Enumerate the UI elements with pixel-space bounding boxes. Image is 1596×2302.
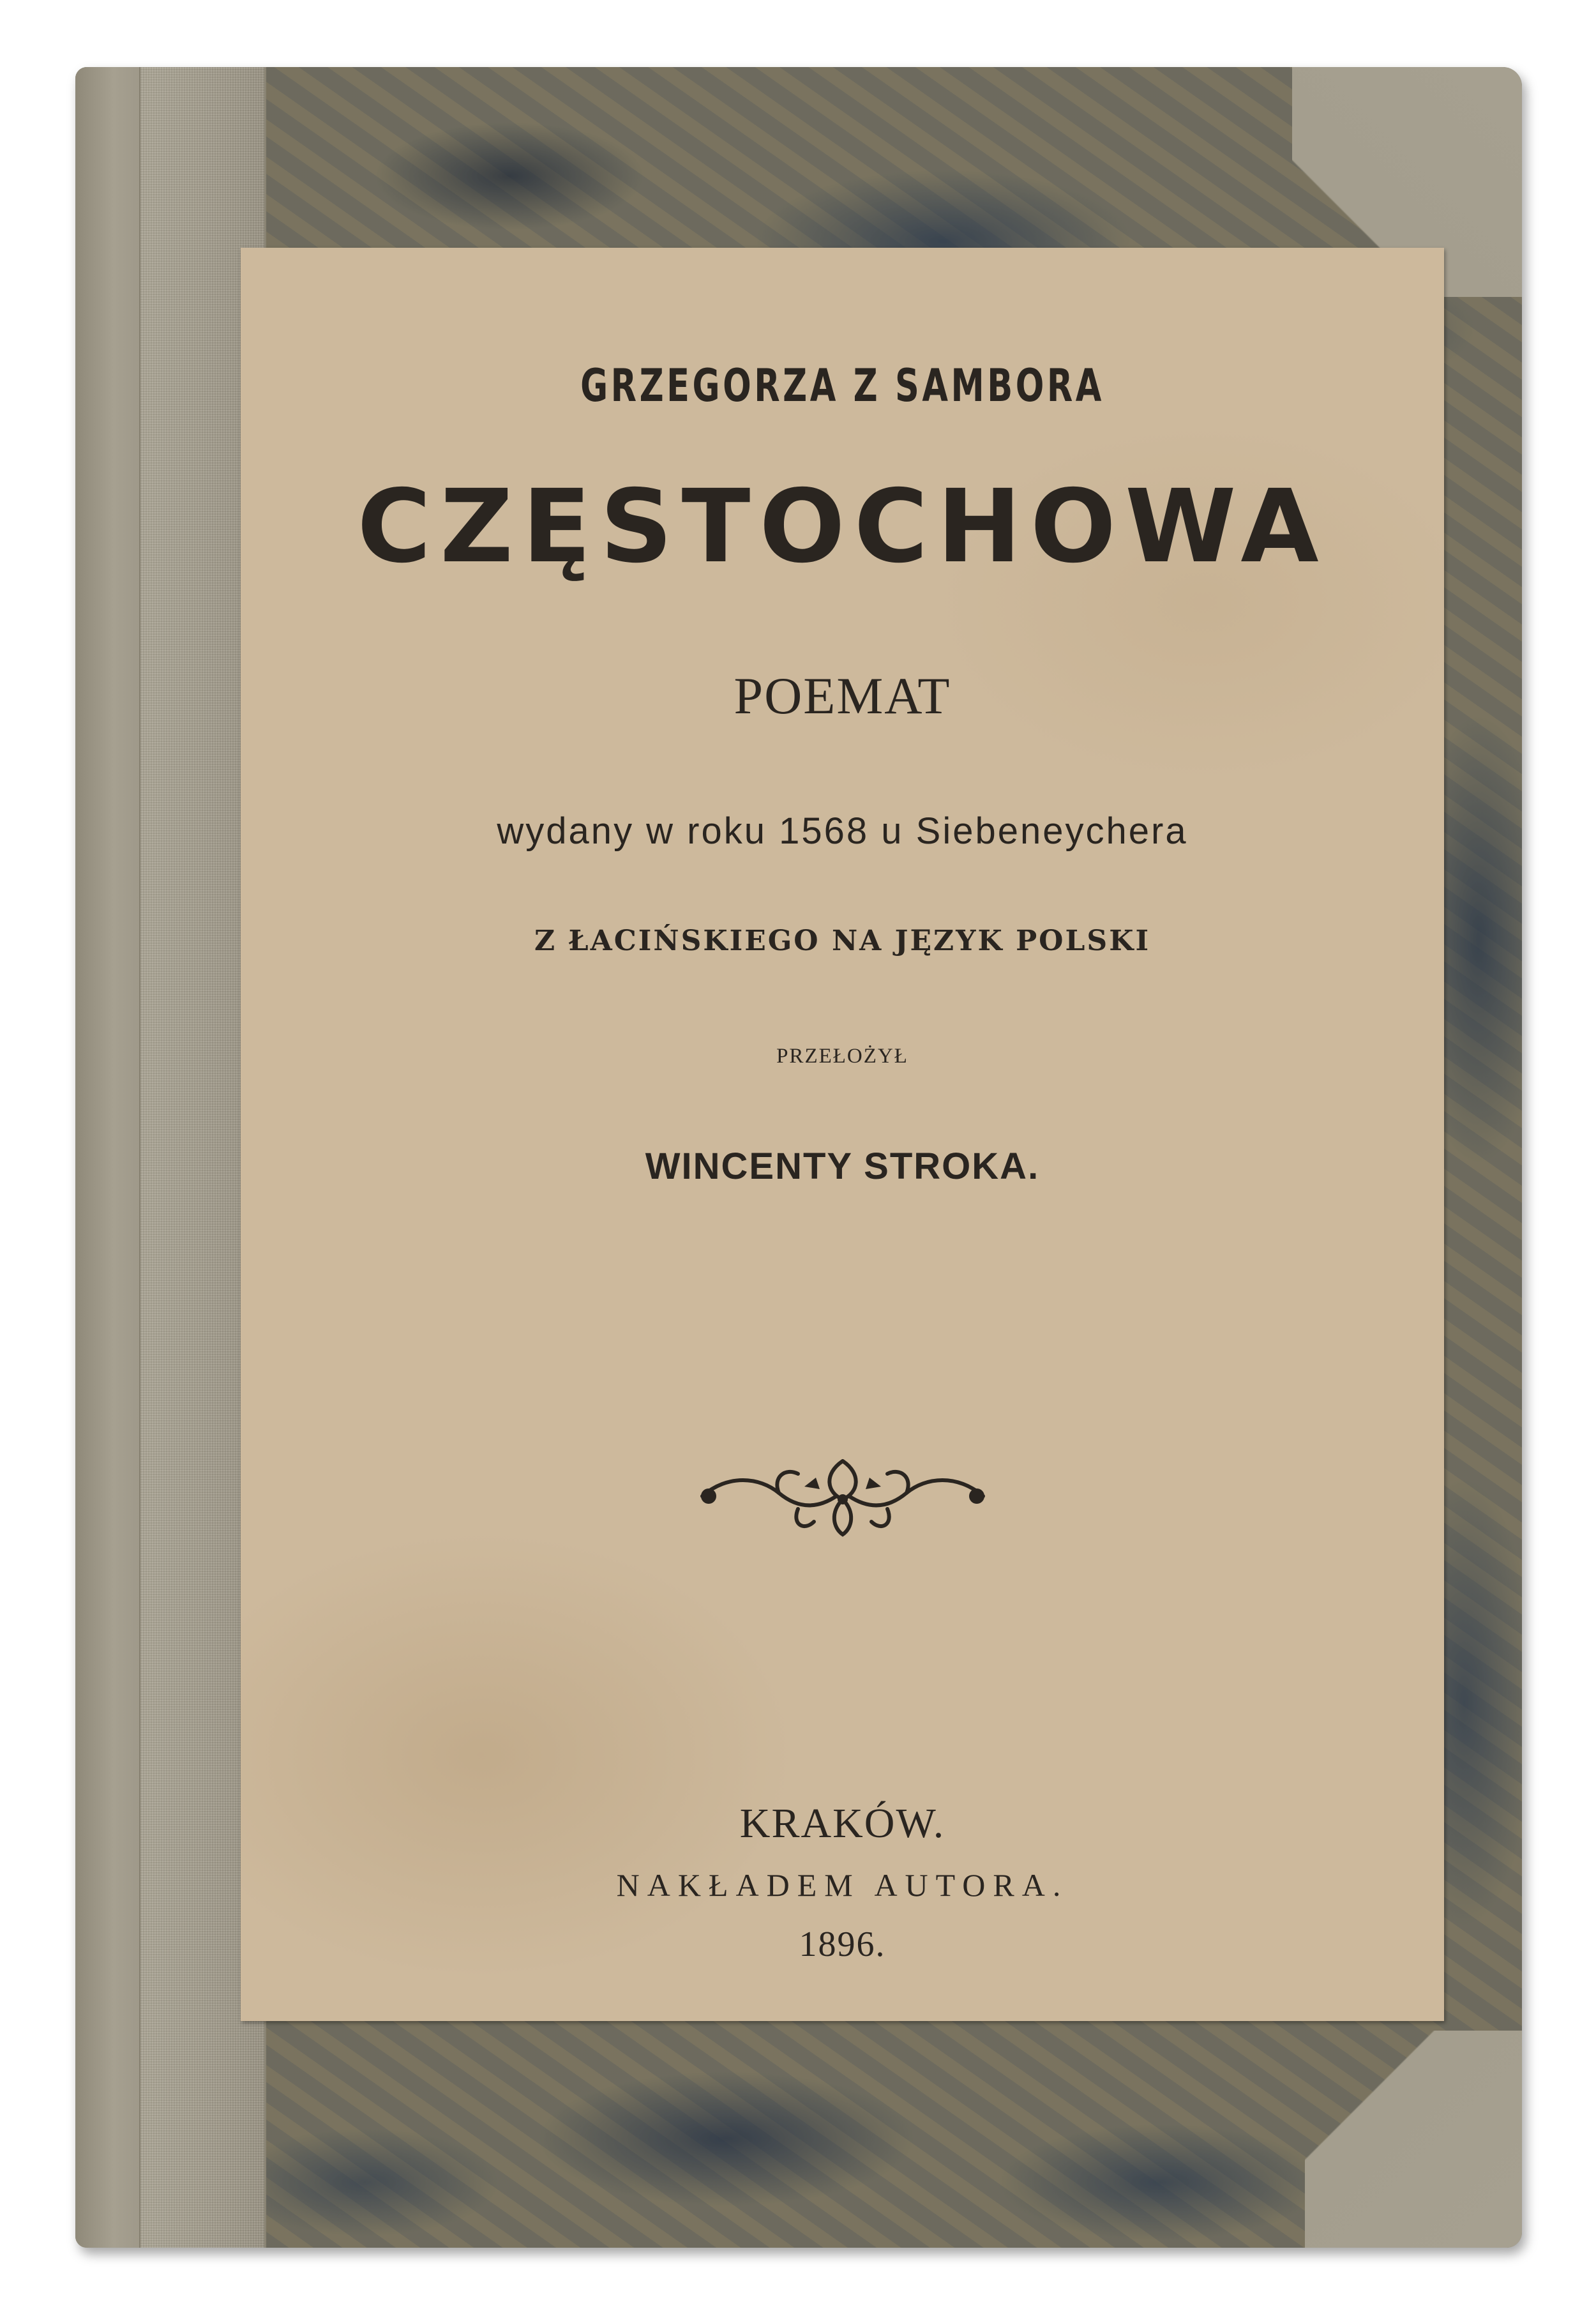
floral-ornament-icon bbox=[241, 1448, 1444, 1544]
title-label bbox=[241, 248, 1444, 2021]
subtitle: POEMAT bbox=[734, 667, 951, 725]
translator-caption: PRZEŁOŻYŁ bbox=[776, 1045, 908, 1068]
translation-line: Z ŁACIŃSKIEGO NA JĘZYK POLSKI bbox=[534, 925, 1151, 957]
place-of-publication: KRAKÓW. bbox=[739, 1800, 945, 1847]
spine-edge bbox=[75, 67, 140, 2248]
cloth-spine bbox=[75, 67, 266, 2248]
edition-line: wydany w roku 1568 u Siebeneychera bbox=[497, 810, 1188, 852]
main-title: CZĘSTOCHOWA bbox=[357, 468, 1328, 586]
author-line: GRZEGORZA Z SAMBORA bbox=[580, 360, 1104, 412]
publisher-line: NAKŁADEM AUTORA. bbox=[616, 1867, 1069, 1903]
translator-name: WINCENTY STROKA. bbox=[645, 1146, 1040, 1187]
publication-year: 1896. bbox=[799, 1925, 886, 1964]
cloth-corner-bottom-right bbox=[1305, 2031, 1522, 2248]
